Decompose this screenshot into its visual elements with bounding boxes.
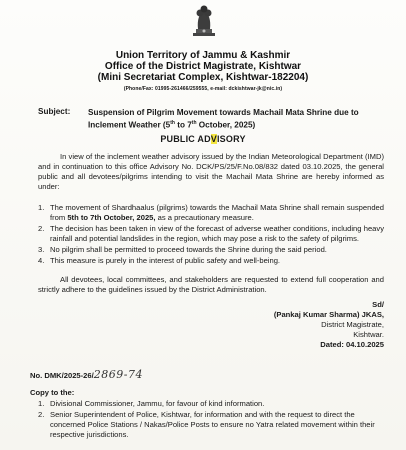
advisory-heading: PUBLIC ADVISORY [160,134,246,144]
list-item: 2. The decision has been taken in view of the forecast of adverse weather conditions, including heavy rainfall and potential landslides in the region, which may pose a risk to the safety of pilgrims. [38,224,384,243]
reference-number: No. DMK/2025-26/2869-74 [30,368,143,381]
closing-paragraph: All devotees, local committees, and stakeholders are requested to extend full cooperation and strictly adhere to the guidelines issued by the District Administration. [38,275,384,294]
list-item: 4. This measure is purely in the interest of public safety and well-being. [38,256,281,265]
advisory-points-list [38,203,384,267]
header-address: (Mini Secretariat Complex, Kishtwar-182204) [97,72,309,83]
copy-to-list [38,399,388,441]
header-contact: (Phone/Fax: 01995-261466/259555, e-mail: dckishtwar-jk@nic.in) [123,86,283,92]
highlight-mark: V [210,134,217,144]
header-office-name: Office of the District Magistrate, Kishtwar [104,61,302,72]
signature-date: Dated: 04.10.2025 [320,340,384,349]
copy-to-label: Copy to the: [30,388,75,397]
signatory-name: (Pankaj Kumar Sharma) JKAS, [273,310,384,319]
list-item: 2. Senior Superintendent of Police, Kishtwar, for information and with the request to direct the concerned Police Stations / Nakas/Police Posts to ensure no Yatra related movement within their respective jurisdictions. [38,410,375,439]
signature-sd: Sd/ [372,300,384,309]
signatory-place: Kishtwar. [353,330,384,339]
header-ut-name: Union Territory of Jammu & Kashmir [115,50,291,61]
handwritten-number: 2869-74 [93,368,143,381]
national-emblem-icon [187,2,221,40]
list-item: 1. The movement of Shardhaalus (pilgrims) towards the Machail Mata Shrine shall remain suspended from 5th to 7th October, 2025, as a precautionary measure. [38,203,384,222]
intro-paragraph: In view of the inclement weather advisory issued by the Indian Meteorological Department (IMD) and in continuation to this office Advisory No. DCK/PS/25/F.No.08/832 dated 03.10.2025, the general public and all devotees/pilgrims intending to visit the Machail Mata Shrine are hereby informed as under: [38,152,384,191]
subject-label: Subject: [38,107,71,116]
signature-block [224,300,384,350]
signatory-title: District Magistrate, [321,320,384,329]
list-item: 3. No pilgrim shall be permitted to proceed towards the Shrine during the said period. [38,245,327,254]
subject-text: Suspension of Pilgrim Movement towards Machail Mata Shrine due to Inclement Weather (5th to 7th October, 2025) [88,108,359,130]
list-item: 1. Divisional Commissioner, Jammu, for favour of kind information. [38,399,265,408]
